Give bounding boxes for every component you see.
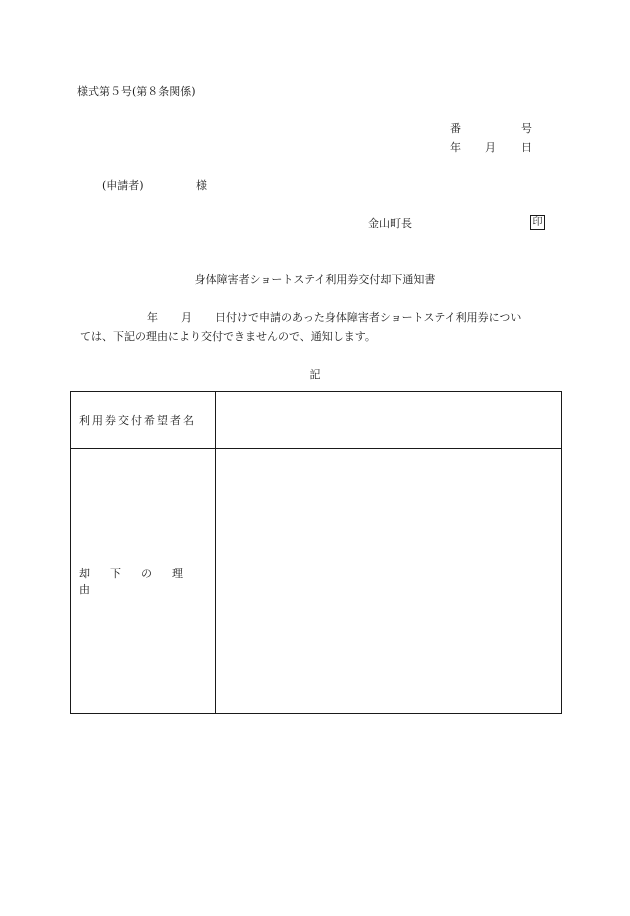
form-number: 様式第５号(第８条関係): [77, 85, 196, 98]
body-line-1: [77, 311, 521, 325]
rejection-table: [70, 391, 562, 714]
ki-heading: 記: [309, 368, 321, 381]
table-row-rejection-reason: [71, 449, 562, 714]
table-label-cell: [71, 392, 216, 449]
body-year-label: 年: [147, 311, 158, 324]
reference-number-label: 番: [450, 122, 461, 135]
body-line-1-text: 日付けで申請のあった身体障害者ショートステイ利用券につい: [215, 311, 522, 324]
applicant-name-value-cell: [216, 392, 562, 449]
applicant-label: (申請者): [102, 179, 144, 192]
date-month-label: 月: [485, 141, 496, 154]
date-day-label: 日: [521, 141, 532, 154]
body-line-2: ては、下記の理由により交付できませんので、通知します。: [80, 330, 376, 343]
table-row-applicant-name: [71, 392, 562, 449]
reference-number-suffix: 号: [521, 122, 532, 135]
issuer-name: 金山町長: [368, 217, 412, 230]
rejection-reason-label: 却下の理由: [79, 567, 203, 597]
applicant-name-label: 利用券交付希望者名: [79, 414, 196, 428]
honorific-label: 様: [196, 179, 207, 192]
document-title: 身体障害者ショートステイ利用券交付却下通知書: [194, 273, 436, 286]
seal-mark: 印: [530, 215, 545, 230]
body-month-label: 月: [181, 311, 192, 324]
rejection-reason-value-cell: [216, 449, 562, 714]
date-year-label: 年: [450, 141, 461, 154]
table-label-cell: [71, 449, 216, 714]
